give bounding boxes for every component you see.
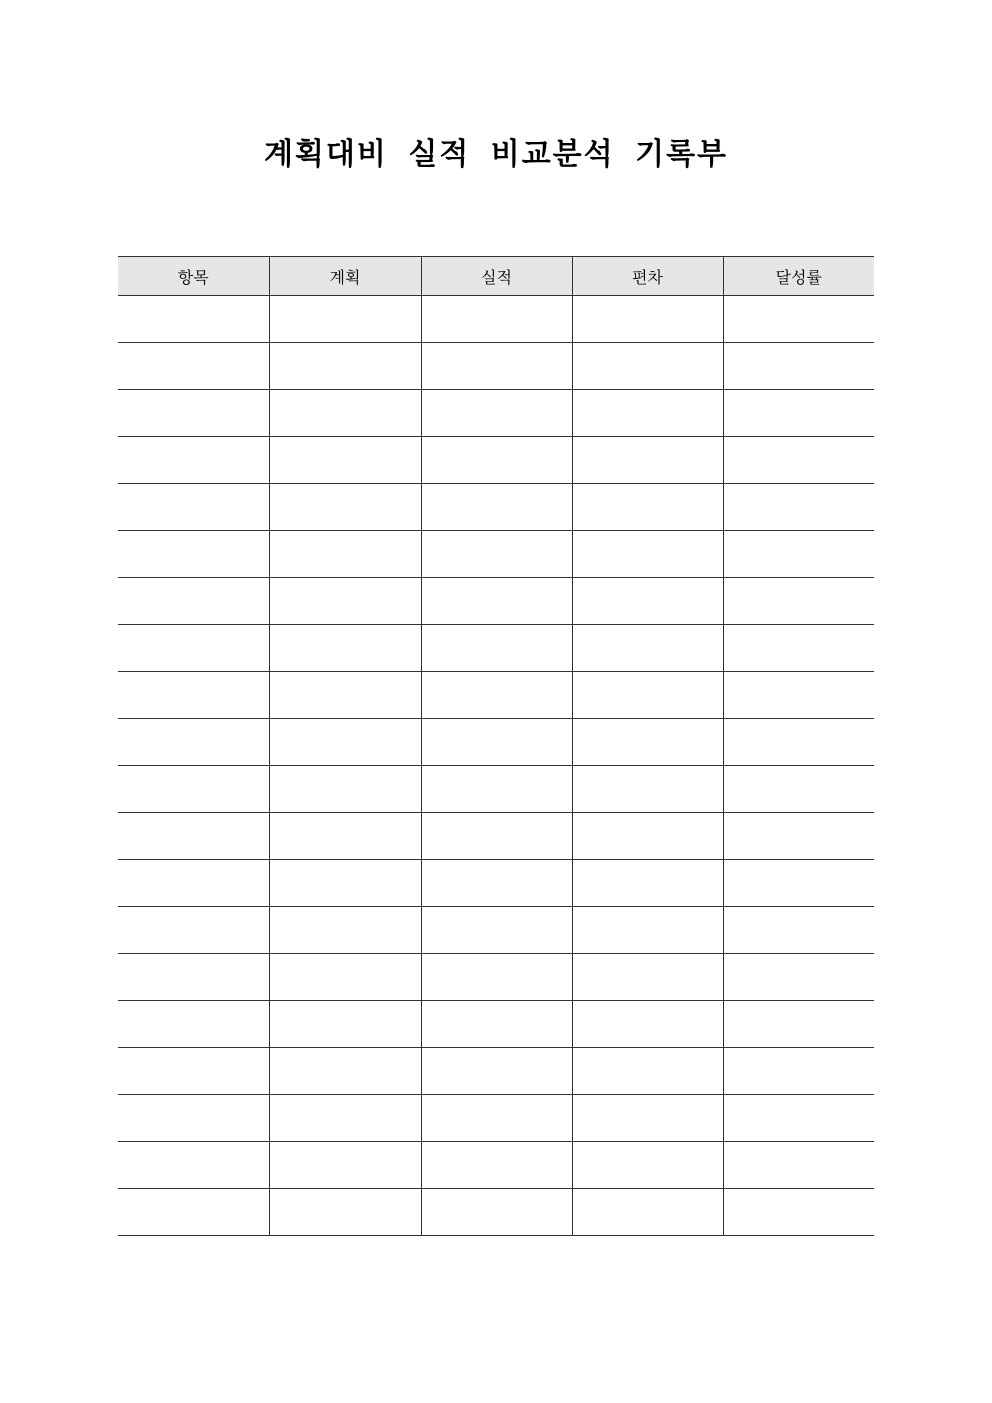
table-cell[interactable] (118, 1189, 269, 1236)
table-cell[interactable] (269, 766, 421, 813)
table-cell[interactable] (723, 625, 874, 672)
table-cell[interactable] (572, 578, 723, 625)
table-cell[interactable] (269, 1001, 421, 1048)
table-cell[interactable] (269, 907, 421, 954)
table-row (118, 954, 874, 1001)
table-row (118, 1189, 874, 1236)
table-cell[interactable] (572, 1189, 723, 1236)
column-header-achievement-rate: 달성률 (723, 257, 874, 296)
table-row (118, 1095, 874, 1142)
table-cell[interactable] (723, 672, 874, 719)
table-cell[interactable] (269, 672, 421, 719)
table-row (118, 719, 874, 766)
table-cell[interactable] (421, 1142, 572, 1189)
table-cell[interactable] (723, 860, 874, 907)
table-cell[interactable] (723, 578, 874, 625)
table-cell[interactable] (118, 625, 269, 672)
table-cell[interactable] (421, 860, 572, 907)
table-cell[interactable] (118, 1001, 269, 1048)
table-body (118, 296, 874, 1236)
table-cell[interactable] (118, 954, 269, 1001)
table-cell[interactable] (269, 813, 421, 860)
table-cell[interactable] (118, 578, 269, 625)
table-cell[interactable] (118, 1048, 269, 1095)
table-cell[interactable] (118, 907, 269, 954)
column-header-deviation: 편차 (572, 257, 723, 296)
table-cell[interactable] (269, 1142, 421, 1189)
table-cell[interactable] (421, 578, 572, 625)
table-cell[interactable] (421, 390, 572, 437)
table-row (118, 860, 874, 907)
table-cell[interactable] (572, 437, 723, 484)
table-cell[interactable] (723, 907, 874, 954)
table-cell[interactable] (572, 484, 723, 531)
column-header-item: 항목 (118, 257, 269, 296)
table-cell[interactable] (421, 719, 572, 766)
table-cell[interactable] (723, 531, 874, 578)
table-cell[interactable] (572, 719, 723, 766)
table-cell[interactable] (118, 672, 269, 719)
table-cell[interactable] (269, 437, 421, 484)
table-cell[interactable] (572, 531, 723, 578)
table-cell[interactable] (723, 766, 874, 813)
table-cell[interactable] (118, 719, 269, 766)
table-cell[interactable] (723, 1001, 874, 1048)
table-cell[interactable] (723, 296, 874, 343)
table-cell[interactable] (572, 672, 723, 719)
table-cell[interactable] (118, 1095, 269, 1142)
table-cell[interactable] (269, 484, 421, 531)
table-cell[interactable] (421, 1048, 572, 1095)
table-cell[interactable] (421, 1001, 572, 1048)
table-row (118, 766, 874, 813)
table-cell[interactable] (572, 1095, 723, 1142)
table-cell[interactable] (723, 343, 874, 390)
table-cell[interactable] (269, 625, 421, 672)
table-cell[interactable] (118, 1142, 269, 1189)
table-cell[interactable] (421, 296, 572, 343)
table-cell[interactable] (572, 1048, 723, 1095)
table-row (118, 1142, 874, 1189)
column-header-plan: 계획 (269, 257, 421, 296)
table-header-row (118, 257, 874, 296)
table-cell[interactable] (118, 766, 269, 813)
table-cell[interactable] (269, 343, 421, 390)
table-cell[interactable] (723, 437, 874, 484)
table-cell[interactable] (269, 719, 421, 766)
table-cell[interactable] (723, 1095, 874, 1142)
table-row (118, 907, 874, 954)
table-cell[interactable] (723, 954, 874, 1001)
table-cell[interactable] (421, 625, 572, 672)
page-title: 계획대비 실적 비교분석 기록부 (263, 137, 729, 172)
table-row (118, 531, 874, 578)
table-cell[interactable] (723, 1189, 874, 1236)
table-cell[interactable] (723, 484, 874, 531)
table-cell[interactable] (269, 578, 421, 625)
table-cell[interactable] (723, 390, 874, 437)
table-cell[interactable] (421, 672, 572, 719)
table-row (118, 296, 874, 343)
table-cell[interactable] (421, 1095, 572, 1142)
table-row (118, 437, 874, 484)
record-table (118, 256, 874, 1236)
column-header-actual: 실적 (421, 257, 572, 296)
table-cell[interactable] (572, 296, 723, 343)
table-row (118, 625, 874, 672)
table-cell[interactable] (118, 484, 269, 531)
table-cell[interactable] (421, 954, 572, 1001)
table-cell[interactable] (572, 860, 723, 907)
table-row (118, 484, 874, 531)
table-cell[interactable] (269, 390, 421, 437)
table-cell[interactable] (118, 437, 269, 484)
table-cell[interactable] (572, 390, 723, 437)
table-cell[interactable] (572, 1142, 723, 1189)
table-cell[interactable] (421, 531, 572, 578)
table-cell[interactable] (421, 484, 572, 531)
table-cell[interactable] (723, 1142, 874, 1189)
table-cell[interactable] (572, 954, 723, 1001)
table-cell[interactable] (421, 1189, 572, 1236)
table-cell[interactable] (421, 813, 572, 860)
table-cell[interactable] (421, 343, 572, 390)
table-cell[interactable] (269, 296, 421, 343)
table-cell[interactable] (421, 437, 572, 484)
table-cell[interactable] (572, 625, 723, 672)
table-row (118, 813, 874, 860)
table-cell[interactable] (118, 813, 269, 860)
table-row (118, 1048, 874, 1095)
table-cell[interactable] (421, 766, 572, 813)
table-cell[interactable] (118, 531, 269, 578)
table-cell[interactable] (118, 860, 269, 907)
table-cell[interactable] (723, 813, 874, 860)
table-cell[interactable] (118, 343, 269, 390)
table-cell[interactable] (269, 1095, 421, 1142)
table-row (118, 578, 874, 625)
table-cell[interactable] (572, 766, 723, 813)
table-cell[interactable] (269, 1048, 421, 1095)
table-cell[interactable] (572, 813, 723, 860)
table-cell[interactable] (269, 954, 421, 1001)
table-cell[interactable] (269, 531, 421, 578)
table-row (118, 343, 874, 390)
table-cell[interactable] (269, 860, 421, 907)
table-cell[interactable] (572, 1001, 723, 1048)
table-cell[interactable] (421, 907, 572, 954)
table-row (118, 672, 874, 719)
table-cell[interactable] (118, 296, 269, 343)
table-cell[interactable] (269, 1189, 421, 1236)
table-cell[interactable] (118, 390, 269, 437)
table-cell[interactable] (572, 343, 723, 390)
table-cell[interactable] (572, 907, 723, 954)
table-row (118, 1001, 874, 1048)
table-row (118, 390, 874, 437)
table-cell[interactable] (723, 1048, 874, 1095)
table-cell[interactable] (723, 719, 874, 766)
